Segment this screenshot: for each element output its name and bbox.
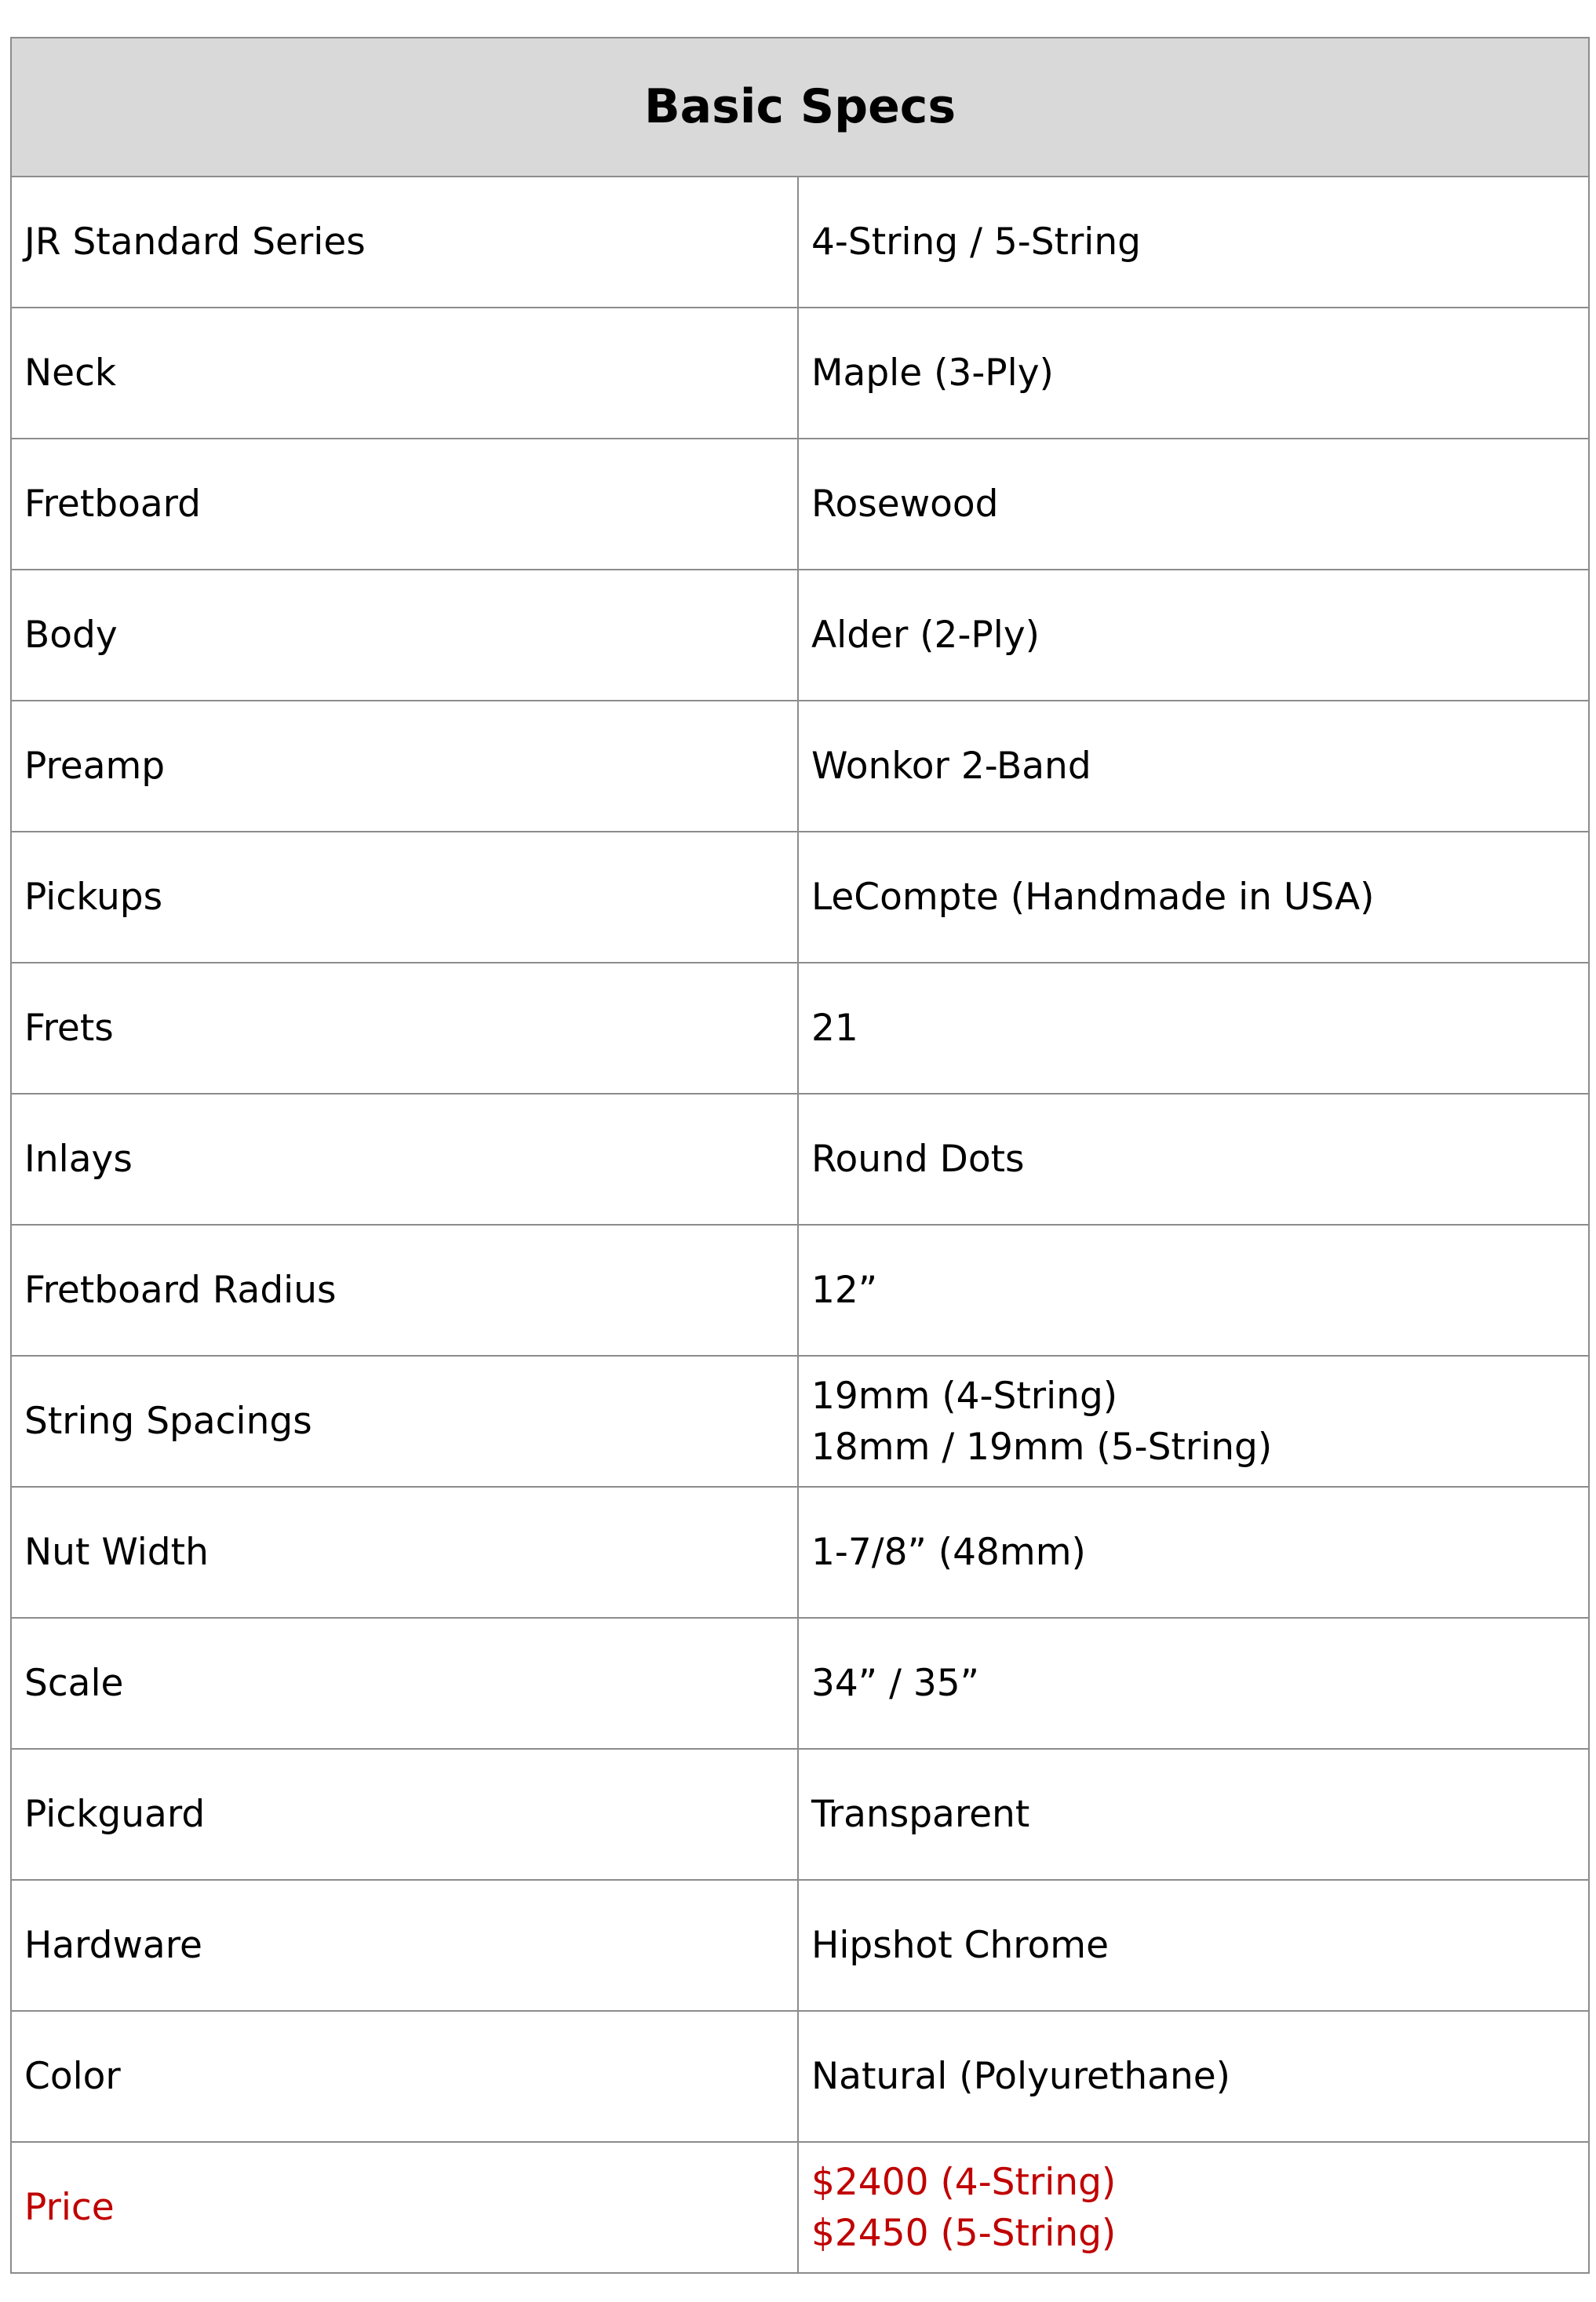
- table-row: [11, 177, 1589, 308]
- spec-label: String Spacings: [11, 1356, 798, 1487]
- spec-label: Frets: [11, 963, 798, 1094]
- spec-value-line: Rosewood: [811, 483, 999, 526]
- spec-label: Inlays: [11, 1094, 798, 1225]
- spec-value-line: Round Dots: [811, 1138, 1025, 1181]
- spec-value: [798, 963, 1589, 1094]
- spec-value: [798, 1749, 1589, 1880]
- spec-label: Price: [11, 2142, 798, 2273]
- table-row: [11, 963, 1589, 1094]
- spec-label: Fretboard: [11, 439, 798, 570]
- table-row: [11, 1094, 1589, 1225]
- spec-label: Fretboard Radius: [11, 1225, 798, 1356]
- spec-value: [798, 177, 1589, 308]
- table-row: [11, 1225, 1589, 1356]
- spec-value-line: 18mm / 19mm (5-String): [811, 1425, 1273, 1469]
- spec-value-line: Transparent: [811, 1793, 1030, 1836]
- spec-value-line: 4-String / 5-String: [811, 220, 1141, 264]
- spec-value: [798, 308, 1589, 439]
- spec-value: [798, 439, 1589, 570]
- spec-value-line: 34” / 35”: [811, 1662, 980, 1705]
- price-row: [11, 2142, 1589, 2273]
- spec-label: Hardware: [11, 1880, 798, 2011]
- table-row: [11, 701, 1589, 832]
- spec-value-line: 12”: [811, 1269, 878, 1312]
- specs-table: [10, 37, 1590, 2274]
- table-row: [11, 832, 1589, 963]
- spec-value-line: $2400 (4-String): [811, 2160, 1117, 2204]
- spec-label: Pickups: [11, 832, 798, 963]
- spec-value: [798, 1880, 1589, 2011]
- table-row: [11, 308, 1589, 439]
- table-row: [11, 2011, 1589, 2142]
- table-row: [11, 1618, 1589, 1749]
- table-row: [11, 570, 1589, 701]
- table-title: Basic Specs: [11, 38, 1589, 177]
- spec-value-line: Hipshot Chrome: [811, 1924, 1109, 1967]
- table-row: [11, 1880, 1589, 2011]
- spec-label: Preamp: [11, 701, 798, 832]
- table-header-row: [11, 38, 1589, 177]
- spec-value-line: Alder (2-Ply): [811, 614, 1040, 657]
- spec-value-line: $2450 (5-String): [811, 2211, 1117, 2255]
- table-row: [11, 439, 1589, 570]
- spec-label: Color: [11, 2011, 798, 2142]
- spec-label: JR Standard Series: [11, 177, 798, 308]
- spec-value-line: 1-7/8” (48mm): [811, 1531, 1086, 1574]
- spec-label: Neck: [11, 308, 798, 439]
- spec-value: [798, 2142, 1589, 2273]
- spec-value: [798, 1487, 1589, 1618]
- spec-label: Pickguard: [11, 1749, 798, 1880]
- spec-value: [798, 701, 1589, 832]
- spec-value-line: Natural (Polyurethane): [811, 2055, 1230, 2098]
- spec-value: [798, 1094, 1589, 1225]
- spec-value-line: 19mm (4-String): [811, 1374, 1118, 1418]
- table-row: [11, 1749, 1589, 1880]
- spec-value-line: Wonkor 2-Band: [811, 745, 1091, 788]
- spec-value-line: Maple (3-Ply): [811, 351, 1054, 395]
- spec-value-line: 21: [811, 1007, 858, 1050]
- spec-value: [798, 832, 1589, 963]
- spec-value-line: LeCompte (Handmade in USA): [811, 876, 1375, 919]
- spec-value: [798, 1225, 1589, 1356]
- spec-label: Body: [11, 570, 798, 701]
- table-row: [11, 1356, 1589, 1487]
- table-row: [11, 1487, 1589, 1618]
- spec-label: Nut Width: [11, 1487, 798, 1618]
- spec-value: [798, 1618, 1589, 1749]
- spec-label: Scale: [11, 1618, 798, 1749]
- spec-value: [798, 2011, 1589, 2142]
- spec-value: [798, 1356, 1589, 1487]
- spec-value: [798, 570, 1589, 701]
